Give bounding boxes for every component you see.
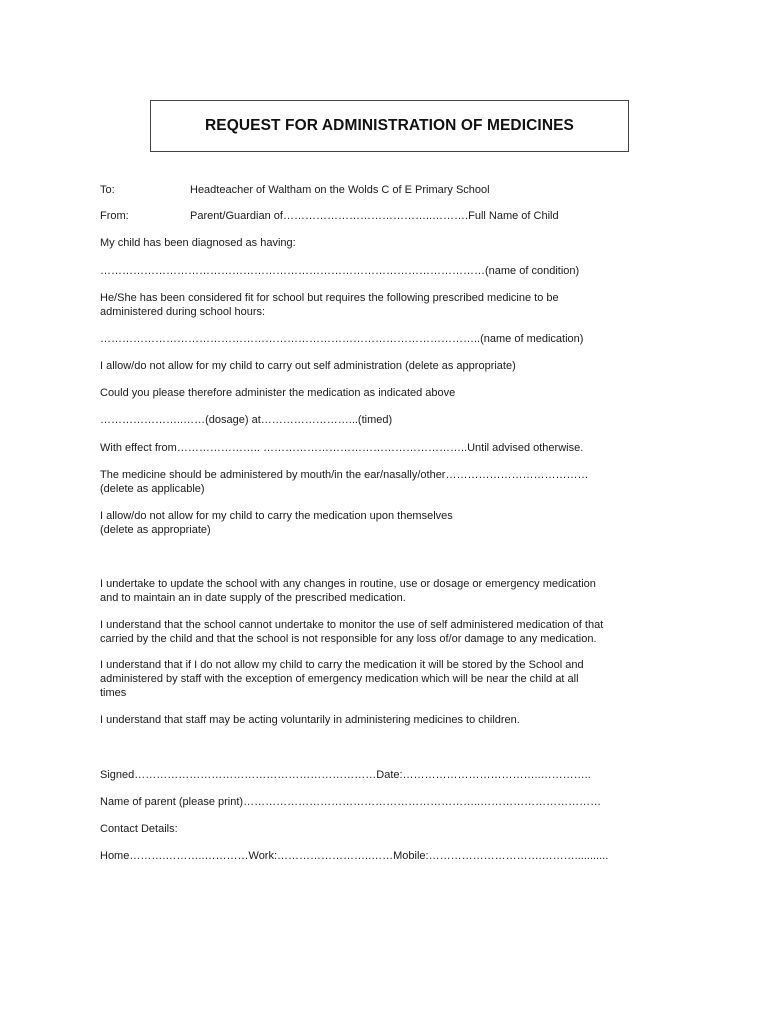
condition-field[interactable]: ……………………………………………………………………………………………(name of condition) (100, 265, 580, 277)
route-text-line-1[interactable]: The medicine should be administered by mouth/in the ear/nasally/other………………………………… (100, 469, 589, 481)
undertake-text-line-2: and to maintain an in date supply of the prescribed medication. (100, 592, 406, 604)
from-field[interactable]: Parent/Guardian of…………………………………..……….Full Name of Child (190, 210, 559, 222)
self-administration-text: I allow/do not allow for my child to carry out self administration (delete as appropriate) (100, 360, 516, 372)
route-text-line-2: (delete as applicable) (100, 483, 205, 495)
to-value: Headteacher of Waltham on the Wolds C of E Primary School (190, 184, 490, 196)
title-box (150, 100, 629, 152)
document-title: REQUEST FOR ADMINISTRATION OF MEDICINES (204, 117, 574, 134)
understand-voluntary-text: I understand that staff may be acting voluntarily in administering medicines to children. (100, 714, 520, 726)
understand-storage-line-1: I understand that if I do not allow my child to carry the medication it will be stored by the School and (100, 659, 584, 671)
parent-name-field[interactable]: Name of parent (please print)………………………………………………………..…………………………… (100, 796, 602, 808)
understand-storage-line-3: times (100, 687, 127, 699)
from-label: From: (100, 210, 129, 222)
fit-text-line-2: administered during school hours: (100, 306, 266, 318)
please-administer-text: Could you please therefore administer the medication as indicated above (100, 387, 456, 399)
carry-text-line-2: (delete as appropriate) (100, 524, 211, 536)
signature-date-field[interactable]: Signed…………………………………………………………Date:………………………………..………….. (100, 769, 591, 781)
fit-text-line-1: He/She has been considered fit for school but requires the following prescribed medicine to be (100, 292, 559, 304)
understand-monitor-line-2: carried by the child and that the school is not responsible for any loss of/or damage to any medication. (100, 633, 597, 645)
understand-monitor-line-1: I understand that the school cannot undertake to monitor the use of self administered medication of that (100, 619, 604, 631)
contact-details-label: Contact Details: (100, 823, 178, 835)
dosage-timing-field[interactable]: …………………..……(dosage) at……………………...(timed) (100, 414, 393, 426)
carry-text-line-1: I allow/do not allow for my child to carry the medication upon themselves (100, 510, 453, 522)
effect-date-field[interactable]: With effect from………………….. ………………………………………………..Until advised otherwise. (100, 442, 584, 454)
to-label: To: (100, 184, 115, 196)
contact-phone-fields[interactable]: Home……….………..…………Work:……………………..……Mobile:………………………….………........... (100, 850, 609, 862)
diagnosed-text: My child has been diagnosed as having: (100, 237, 296, 249)
medication-field[interactable]: …………………………………………………………………………………………..(name of medication) (100, 333, 584, 345)
understand-storage-line-2: administered by staff with the exception of emergency medication which will be near the child at all (100, 673, 579, 685)
undertake-text-line-1: I undertake to update the school with any changes in routine, use or dosage or emergency medication (100, 578, 596, 590)
